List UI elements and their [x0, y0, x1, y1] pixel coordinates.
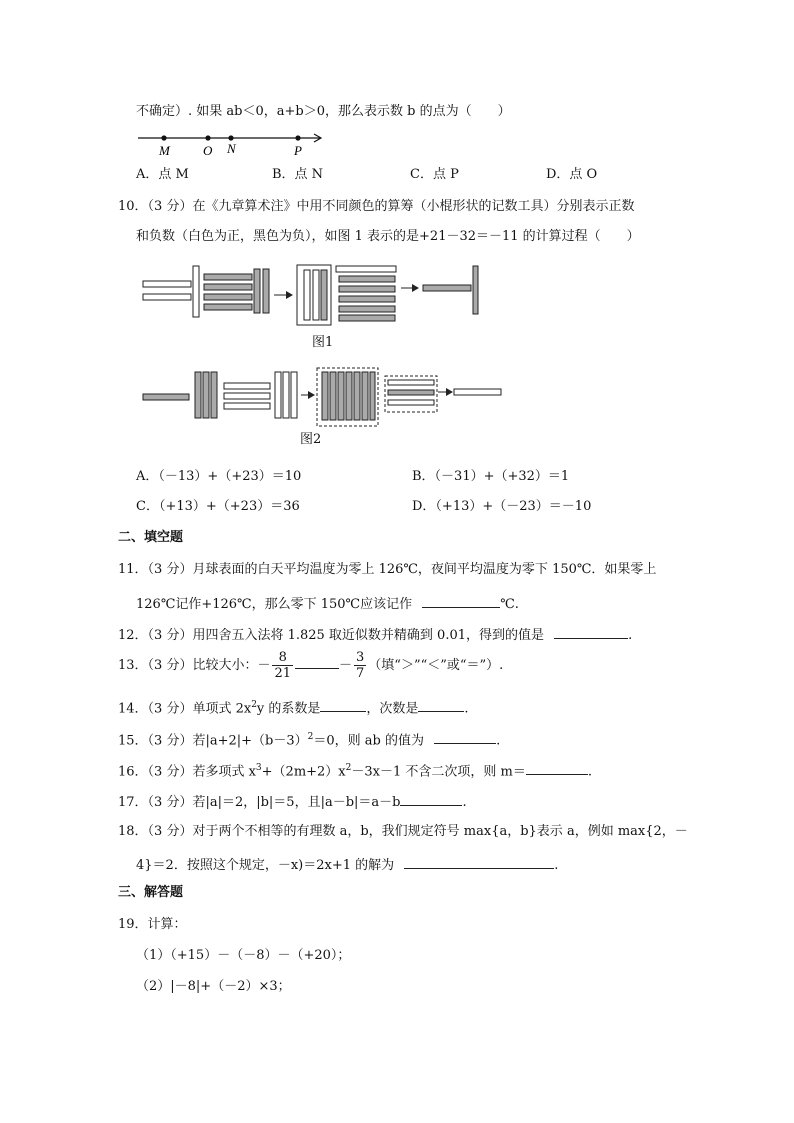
q9-option-b: B．点 N [272, 167, 324, 182]
q10-stem-line2: 和负数（白色为正，黑色为负），如图 1 表示的是+21－32＝－11 的计算过程（ ） [136, 229, 640, 244]
q13-fraction-1: $\frac{8}{21}$ [274, 650, 291, 681]
q19-part1: （1）（+15）－（－8）－（+20）； [136, 948, 351, 963]
label-m: M [159, 143, 170, 158]
label-o: O [203, 143, 213, 158]
point-m [161, 135, 166, 140]
q10-stem-line1: 10．（3 分）在《九章算术注》中用不同颜色的算筹（小棍形状的记数工具）分别表示正数 [118, 199, 635, 214]
q9-option-c: C．点 P [410, 167, 459, 182]
q12-answer-blank[interactable] [554, 625, 628, 639]
q17-answer-blank[interactable] [400, 792, 462, 806]
q11-line1: 11．（3 分）月球表面的白天平均温度为零上 126℃，夜间平均温度为零下 150℃．如果零上 [118, 562, 657, 577]
section-fill-blank-heading: 二、填空题 [118, 530, 184, 545]
q17: 17．（3 分）若|a|＝2，|b|＝5，且|a－b|＝a－b . [118, 792, 467, 811]
q15-answer-blank[interactable] [434, 730, 496, 744]
q10-option-b: B．（－31）+（+32）＝1 [412, 469, 570, 484]
q9-stem: 不确定）. 如果 ab＜0，a+b＞0，那么表示数 b 的点为（ ） [136, 104, 511, 119]
q10-option-a: A．（－13）+（+23）＝10 [136, 469, 302, 484]
q9-option-d: D．点 O [546, 167, 598, 182]
q13: 13．（3 分）比较大小：－ $\frac{8}{21}$ － $\frac{3}{7}$ （填“＞”“＜”或“＝”）. [118, 650, 504, 681]
figure-2-caption: 图2 [300, 432, 322, 447]
q12: 12．（3 分）用四舍五入法将 1.825 取近似数并精确到 0.01，得到的值是 . [118, 625, 632, 644]
q10-option-c: C．（+13）+（+23）＝36 [136, 499, 300, 514]
q19-title: 19．计算： [118, 917, 187, 932]
section-solve-heading: 三、解答题 [118, 885, 184, 900]
point-o [205, 135, 210, 140]
point-n [228, 135, 233, 140]
q13-fraction-2: $\frac{3}{7}$ [356, 650, 365, 681]
q9-option-a: A．点 M [136, 167, 189, 182]
q18-line1: 18．（3 分）对于两个不相等的有理数 a，b，我们规定符号 max{a，b}表示 a，例如 max{2，－ [118, 824, 688, 839]
q19-part2: （2）|－8|+（－2）×3； [136, 979, 291, 994]
q11-line2: 126℃记作+126℃，那么零下 150℃应该记作 ℃. [136, 594, 519, 613]
figure-1-counting-rods [140, 262, 490, 330]
q10-option-d: D．（+13）+（－23）＝－10 [412, 499, 592, 514]
q18-line2: 4}＝2．按照这个规定，－x)＝2x+1 的解为 . [136, 855, 558, 874]
q14: 14．（3 分）单项式 $2x^2y$ 的系数是 ，次数是 . [118, 700, 469, 717]
label-p: P [294, 143, 302, 158]
q15: 15．（3 分）若$|a+2|+(b-3)^2=0$，则 ab 的值为 . [118, 732, 501, 749]
q14-degree-blank[interactable] [418, 698, 464, 712]
point-p [295, 135, 300, 140]
label-n: N [227, 141, 236, 156]
q14-coefficient-blank[interactable] [320, 698, 366, 712]
q13-answer-blank[interactable] [295, 655, 339, 669]
q16: 16．（3 分）若多项式 $x^3+(2m+2)x^2-3x-1$ 不含二次项，则 m＝ . [118, 763, 592, 780]
q16-answer-blank[interactable] [526, 761, 588, 775]
q11-answer-blank[interactable] [422, 594, 500, 608]
figure-1-caption: 图1 [312, 335, 334, 350]
number-line [134, 128, 334, 158]
figure-2-counting-rods [140, 366, 510, 430]
q18-answer-blank[interactable] [404, 855, 554, 869]
